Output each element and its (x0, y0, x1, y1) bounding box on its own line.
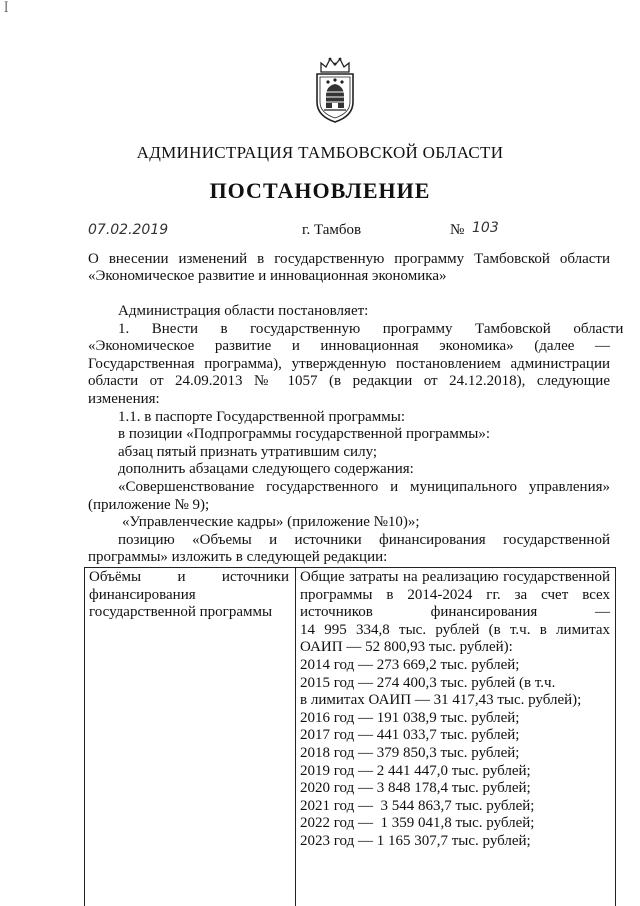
table-right-cell (300, 569, 610, 851)
table-right-line: 2018 год — 379 850,3 тыс. рублей; (300, 744, 520, 761)
body-line: «Управленческие кадры» (приложение №10)»; (122, 514, 420, 531)
body-line: области от 24.09.2013 № 1057 (в редакции от 24.12.2018), следующие (88, 373, 610, 390)
table-right-line: ОАИП — 52 800,93 тыс. рублей): (300, 639, 513, 656)
table-right-line: 2023 год — 1 165 307,7 тыс. рублей; (300, 832, 531, 849)
body-line: Администрация области постановляет: (118, 303, 369, 319)
body-line: позицию «Объемы и источники финансирования государственной (118, 531, 610, 548)
number-label: № (450, 222, 465, 238)
body-line: в позиции «Подпрограммы государственной программы»: (118, 426, 491, 443)
body-line: «Экономическое развитие и инновационная экономика» (далее — (88, 338, 610, 355)
body-line: абзац пятый признать утратившим силу; (118, 443, 378, 460)
table-right-line: 2015 год — 274 400,3 тыс. рублей (в т.ч. (300, 674, 556, 691)
table-right-line: 2017 год — 441 033,7 тыс. рублей; (300, 727, 520, 744)
body-line: 1.1. в паспорте Государственной программы: (118, 408, 406, 425)
organization-name: АДМИНИСТРАЦИЯ ТАМБОВСКОЙ ОБЛАСТИ (136, 143, 504, 162)
body-line: Государственная программа), утвержденную постановлением администрации (88, 355, 610, 372)
table-right-line: 2020 год — 3 848 178,4 тыс. рублей; (300, 780, 531, 797)
document-subject: О внесении изменений в государственную программу Тамбовской области «Экономическое развитие и инновационная экономика» (88, 251, 610, 284)
table-right-line: 2021 год — 3 544 863,7 тыс. рублей; (300, 797, 535, 814)
document-number: 103 (472, 220, 499, 236)
document-city: г. Тамбов (302, 222, 362, 238)
table-right-line: в лимитах ОАИП — 31 417,43 тыс. рублей); (300, 692, 582, 709)
body-line: 1. Внести в государственную программу Тамбовской области (118, 320, 624, 337)
corner-tick-mark: ꟾ (4, 3, 9, 15)
body-line: (приложение № 9); (88, 496, 210, 513)
table-column-divider (295, 568, 296, 906)
body-line: изменения: (88, 390, 160, 407)
table-right-line: 2014 год — 273 669,2 тыс. рублей; (300, 656, 520, 673)
table-right-line: 2016 год — 191 038,9 тыс. рублей; (300, 709, 520, 726)
financing-table (84, 567, 616, 906)
document-date: 07.02.2019 (88, 222, 169, 238)
table-right-line: Общие затраты на реализацию государственной (300, 569, 610, 585)
body-line: дополнить абзацами следующего содержания: (118, 461, 414, 478)
table-left-line: Объёмы и источники (89, 569, 289, 585)
table-left-cell (89, 569, 289, 622)
body-line: «Совершенствование государственного и муниципального управления» (118, 478, 610, 495)
table-right-line: 14 995 334,8 тыс. рублей (в т.ч. в лимитах (300, 621, 610, 638)
document-type-title: ПОСТАНОВЛЕНИЕ (209, 178, 431, 203)
table-left-line: государственной программы (89, 604, 273, 621)
body-line: программы» изложить в следующей редакции: (88, 549, 388, 566)
document-body (88, 303, 624, 567)
coat-of-arms-icon (312, 54, 358, 124)
table-right-line: программы в 2014-2024 гг. за счет всех (300, 586, 610, 603)
table-right-line: 2022 год — 1 359 041,8 тыс. рублей; (300, 815, 535, 832)
table-right-line: 2019 год — 2 441 447,0 тыс. рублей; (300, 762, 531, 779)
table-left-line: финансирования (89, 586, 196, 603)
table-right-line: источников финансирования — (300, 604, 610, 621)
